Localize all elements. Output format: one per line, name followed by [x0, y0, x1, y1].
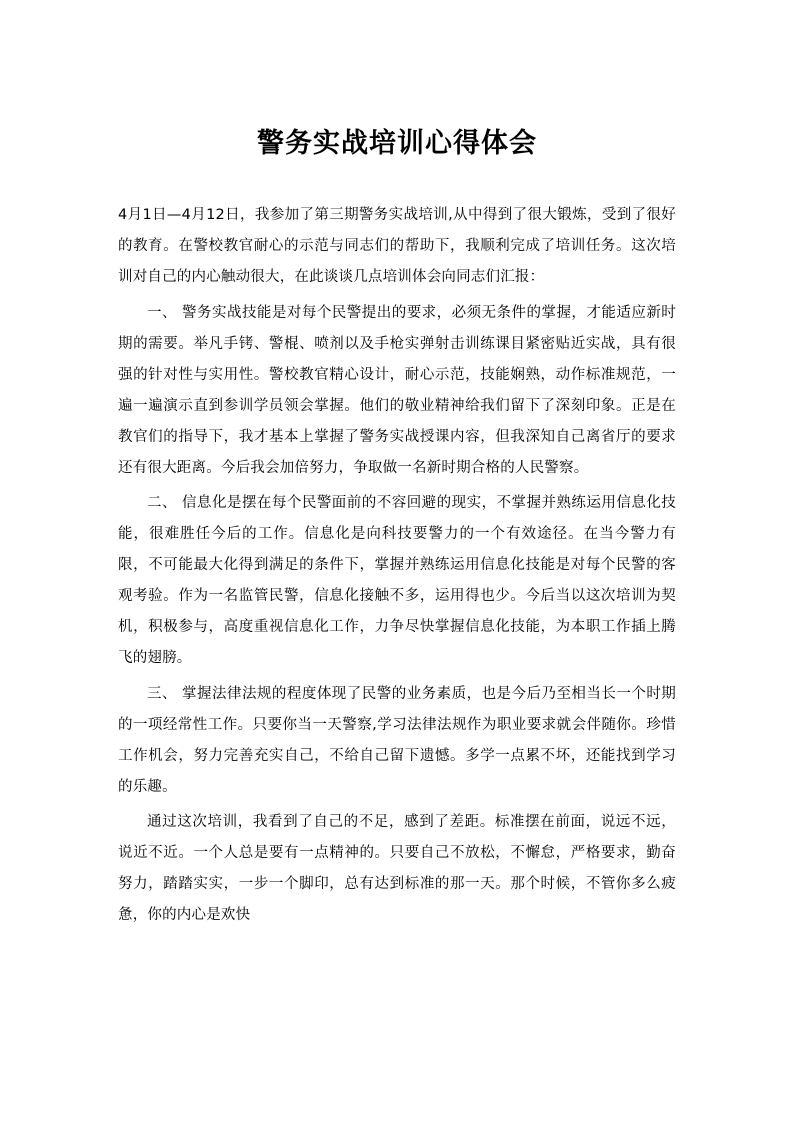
paragraph-point-three: 三、 掌握法律法规的程度体现了民警的业务素质，也是今后乃至相当长一个时期的一项经常性工作。只要你当一天警察,学习法律法规作为职业要求就会伴随你。珍惜工作机会，努力完善充实自己，不给自己留下遗憾。多学一点累不坏，还能找到学习的乐趣。 — [118, 685, 676, 795]
paragraph-intro: 4月1日—4月12日，我参加了第三期警务实战培训,从中得到了很大锻炼，受到了很好的教育。在警校教官耐心的示范与同志们的帮助下，我顺利完成了培训任务。这次培训对自己的内心触动很大，在此谈谈几点培训体会向同志们汇报： — [118, 207, 676, 285]
paragraph-conclusion: 通过这次培训，我看到了自己的不足，感到了差距。标准摆在前面，说远不远，说近不近。一个人总是要有一点精神的。只要自己不放松，不懈怠，严格要求，勤奋努力，踏踏实实，一步一个脚印，总有达到标准的那一天。那个时候，不管你多么疲惫，你的内心是欢快 — [118, 814, 676, 924]
document-title: 警务实战培训心得体会 — [257, 128, 537, 159]
paragraph-point-two: 二、 信息化是摆在每个民警面前的不容回避的现实，不掌握并熟练运用信息化技能，很难胜任今后的工作。信息化是向科技要警力的一个有效途径。在当今警力有限，不可能最大化得到满足的条件下，掌握并熟练运用信息化技能是对每个民警的客观考验。作为一名监管民警，信息化接触不多，运用得也少。今后当以这次培训为契机，积极参与，高度重视信息化工作，力争尽快掌握信息化技能，为本职工作插上腾飞的翅膀。 — [118, 495, 676, 667]
paragraph-point-one: 一、 警务实战技能是对每个民警提出的要求，必须无条件的掌握，才能适应新时期的需要。举凡手铐、警棍、喷剂以及手枪实弹射击训练课目紧密贴近实战，具有很强的针对性与实用性。警校教官精心设计，耐心示范，技能娴熟，动作标准规范，一遍一遍演示直到参训学员领会掌握。他们的敬业精神给我们留下了深刻印象。正是在教官们的指导下，我才基本上掌握了警务实战授课内容，但我深知自己离省厅的要求还有很大距离。今后我会加倍努力，争取做一名新时期合格的人民警察。 — [118, 304, 676, 476]
document-body — [118, 200, 676, 936]
